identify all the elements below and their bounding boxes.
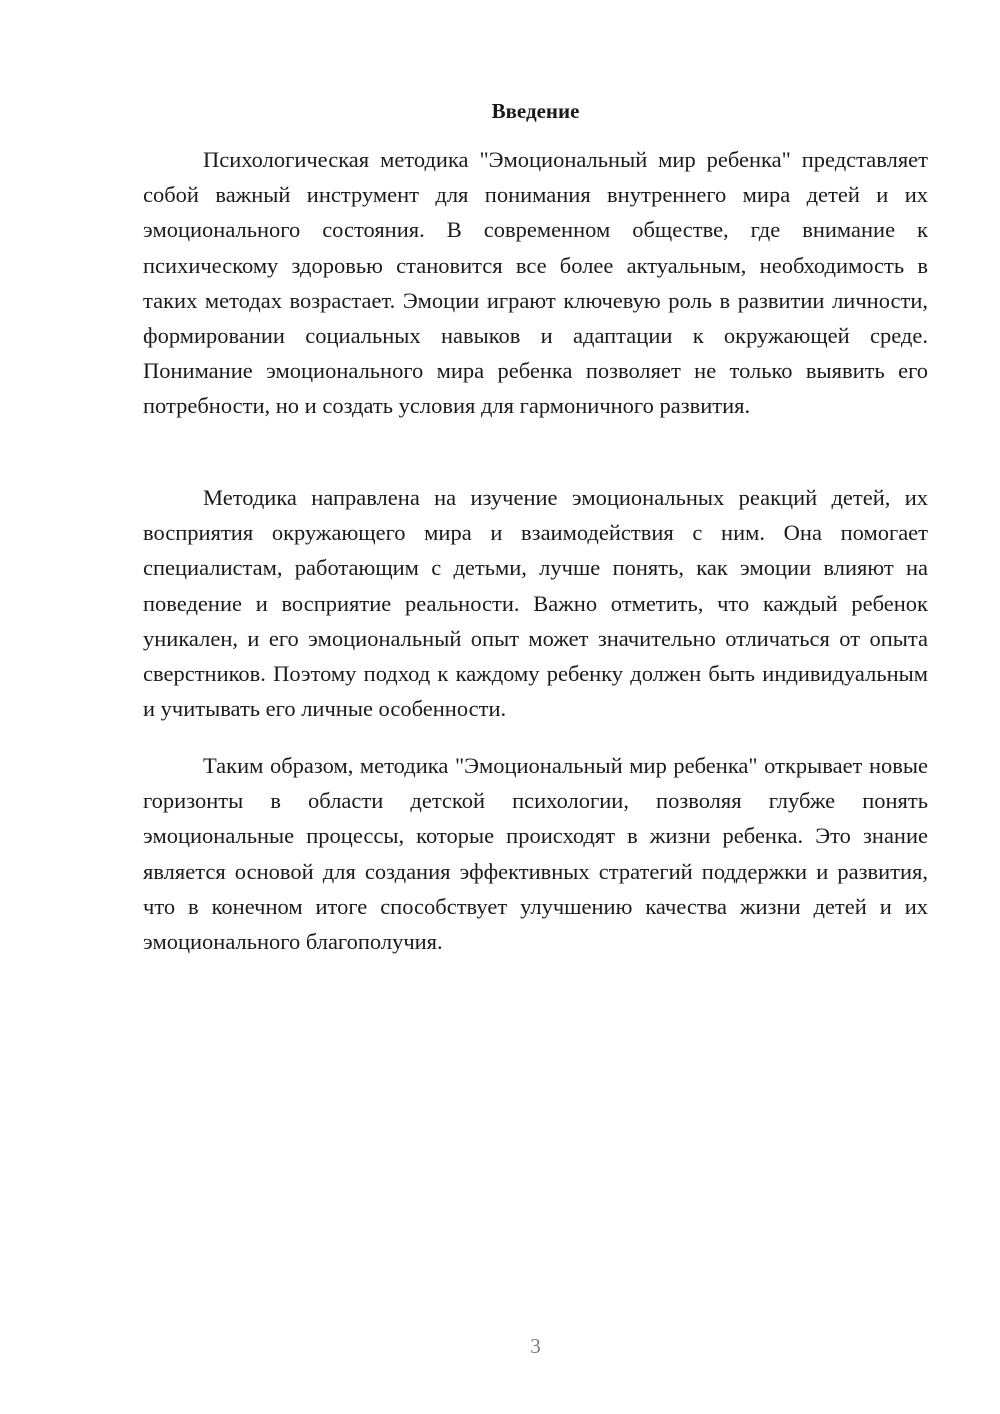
page-number: 3	[530, 1334, 541, 1358]
paragraph-conclusion: Таким образом, методика "Эмоциональный мир ребенка" открывает новые горизонты в области детской психологии, позволяя глубже понять эмоциональные процессы, которые происходят в жизни ребенка. Это знание является основой для создания эффективных стратегий поддержки и развития, что в конечном итоге способствует улучшению качества жизни детей и их эмоционального благополучия.	[143, 753, 928, 955]
paragraph-method: Методика направлена на изучение эмоциональных реакций детей, их восприятия окружающего мира и взаимодействия с ним. Она помогает специалистам, работающим с детьми, лучше понять, как эмоции влияют на поведение и восприятие реальности. Важно отметить, что каждый ребенок уникален, и его эмоциональный опыт может значительно отличаться от опыта сверстников. Поэтому подход к каждому ребенку должен быть индивидуальным и учитывать его личные особенности.	[143, 485, 928, 722]
paragraph-intro: Психологическая методика "Эмоциональный мир ребенка" представляет собой важный инструмент для понимания внутреннего мира детей и их эмоционального состояния. В современном обществе, где внимание к психическому здоровью становится все более актуальным, необходимость в таких методах возрастает. Эмоции играют ключевую роль в развитии личности, формировании социальных навыков и адаптации к окружающей среде. Понимание эмоционального мира ребенка позволяет не только выявить его потребности, но и создать условия для гармоничного развития.	[143, 147, 928, 419]
section-heading: Введение	[491, 99, 580, 123]
document-page	[143, 0, 928, 1414]
